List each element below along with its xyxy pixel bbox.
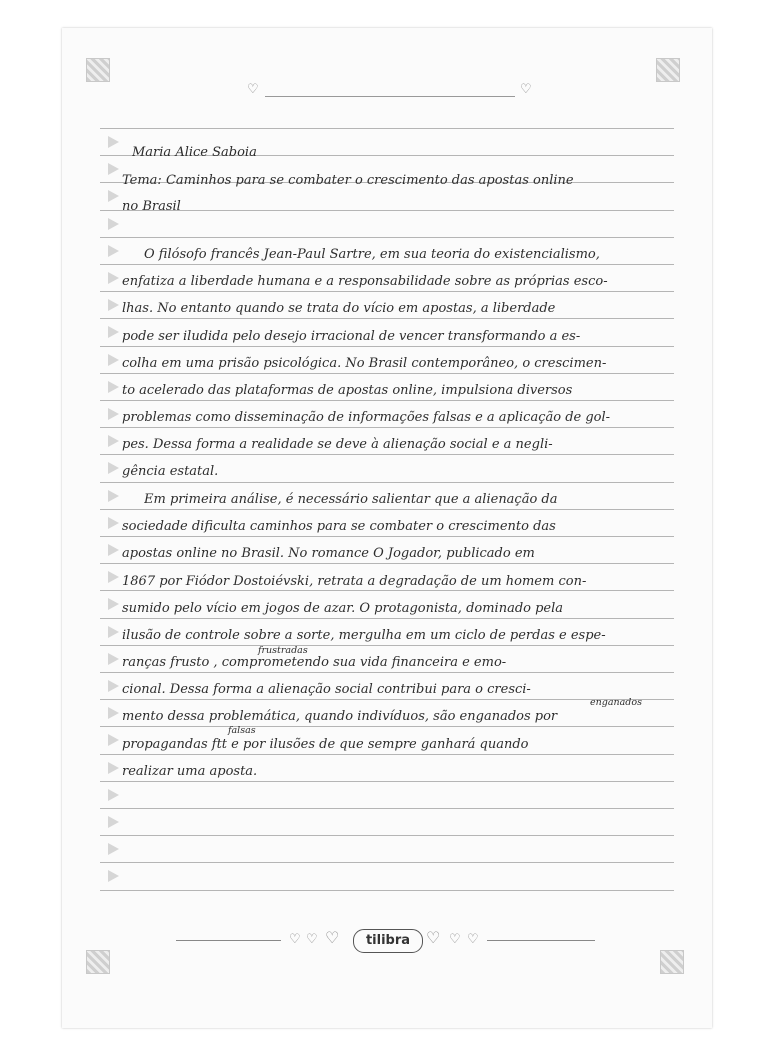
margin-triangle-mark: [108, 190, 119, 202]
essay-line: problemas como disseminação de informações falsas e a aplicação de gol-: [122, 410, 611, 425]
margin-triangle-mark: [108, 272, 119, 284]
margin-triangle-mark: [108, 245, 119, 257]
margin-triangle-mark: [108, 870, 119, 882]
corner-mark-bottom-right: [660, 950, 684, 974]
margin-triangle-mark: [108, 435, 119, 447]
margin-triangle-mark: [108, 762, 119, 774]
heart-icon-header-right: ♡: [520, 82, 532, 97]
corner-mark-bottom-left: [86, 950, 110, 974]
essay-line: mento dessa problemática, quando indivíduos, são enganados por: [122, 709, 558, 724]
essay-line: cional. Dessa forma a alienação social contribui para o cresci-: [122, 682, 531, 697]
margin-triangle-mark: [108, 707, 119, 719]
essay-line: colha em uma prisão psicológica. No Brasil contemporâneo, o crescimen-: [122, 356, 607, 371]
essay-line: Em primeira análise, é necessário salientar que a alienação da: [144, 492, 558, 507]
insert-falsas: falsas: [228, 725, 256, 736]
essay-line: O filósofo francês Jean-Paul Sartre, em sua teoria do existencialismo,: [144, 247, 600, 262]
ruled-line: [100, 862, 674, 863]
essay-title-cont: no Brasil: [122, 199, 181, 214]
margin-triangle-mark: [108, 408, 119, 420]
insert-enganados: enganados: [590, 697, 642, 708]
margin-triangle-mark: [108, 816, 119, 828]
margin-triangle-mark: [108, 626, 119, 638]
margin-triangle-mark: [108, 326, 119, 338]
ruled-line: [100, 237, 674, 238]
margin-triangle-mark: [108, 734, 119, 746]
corner-mark-top-right: [656, 58, 680, 82]
margin-triangle-mark: [108, 653, 119, 665]
essay-line: to acelerado das plataformas de apostas online, impulsiona diversos: [122, 383, 573, 398]
ruled-line: [100, 128, 674, 129]
corner-mark-top-left: [86, 58, 110, 82]
essay-title: Tema: Caminhos para se combater o crescimento das apostas online: [122, 173, 574, 188]
ruled-line: [100, 808, 674, 809]
essay-line: sumido pelo vício em jogos de azar. O protagonista, dominado pela: [122, 601, 564, 616]
margin-triangle-mark: [108, 163, 119, 175]
margin-triangle-mark: [108, 843, 119, 855]
essay-line: gência estatal.: [122, 464, 219, 479]
heart-icon-footer-left-1: ♡: [289, 932, 301, 947]
tilibra-logo: tilibra: [353, 929, 423, 953]
footer-line-right: [487, 940, 595, 941]
essay-line: propagandas ftt e por ilusões de que sempre ganhará quando: [122, 737, 529, 752]
insert-frustradas: frustradas: [258, 645, 308, 656]
heart-icon-footer-right-3: ♡: [467, 932, 479, 947]
author-name: Maria Alice Saboia: [132, 145, 257, 160]
essay-line: apostas online no Brasil. No romance O Jogador, publicado em: [122, 546, 535, 561]
heart-icon-footer-right-1: ♡: [426, 928, 441, 947]
margin-triangle-mark: [108, 680, 119, 692]
essay-line: lhas. No entanto quando se trata do vício em apostas, a liberdade: [122, 301, 556, 316]
margin-triangle-mark: [108, 299, 119, 311]
margin-triangle-mark: [108, 517, 119, 529]
margin-triangle-mark: [108, 789, 119, 801]
ruled-line: [100, 835, 674, 836]
essay-line: realizar uma aposta.: [122, 764, 258, 779]
ruled-line: [100, 890, 674, 891]
margin-triangle-mark: [108, 571, 119, 583]
essay-line: pode ser iludida pelo desejo irracional de vencer transformando a es-: [122, 329, 581, 344]
margin-triangle-mark: [108, 598, 119, 610]
margin-triangle-mark: [108, 136, 119, 148]
essay-line: ranças frusto , comprometendo sua vida financeira e emo-: [122, 655, 507, 670]
heart-icon-header-left: ♡: [247, 82, 259, 97]
heart-icon-footer-left-3: ♡: [325, 928, 340, 947]
footer-line-left: [176, 940, 281, 941]
header-date-line: [265, 96, 515, 97]
margin-triangle-mark: [108, 354, 119, 366]
margin-triangle-mark: [108, 462, 119, 474]
margin-triangle-mark: [108, 490, 119, 502]
margin-triangle-mark: [108, 544, 119, 556]
essay-line: pes. Dessa forma a realidade se deve à alienação social e a negli-: [122, 437, 553, 452]
essay-line: sociedade dificulta caminhos para se combater o crescimento das: [122, 519, 556, 534]
heart-icon-footer-right-2: ♡: [449, 932, 461, 947]
essay-line: enfatiza a liberdade humana e a responsabilidade sobre as próprias esco-: [122, 274, 608, 289]
essay-line: 1867 por Fiódor Dostoiévski, retrata a degradação de um homem con-: [122, 574, 587, 589]
heart-icon-footer-left-2: ♡: [306, 932, 318, 947]
margin-triangle-mark: [108, 218, 119, 230]
essay-line: ilusão de controle sobre a sorte, mergulha em um ciclo de perdas e espe-: [122, 628, 606, 643]
margin-triangle-mark: [108, 381, 119, 393]
